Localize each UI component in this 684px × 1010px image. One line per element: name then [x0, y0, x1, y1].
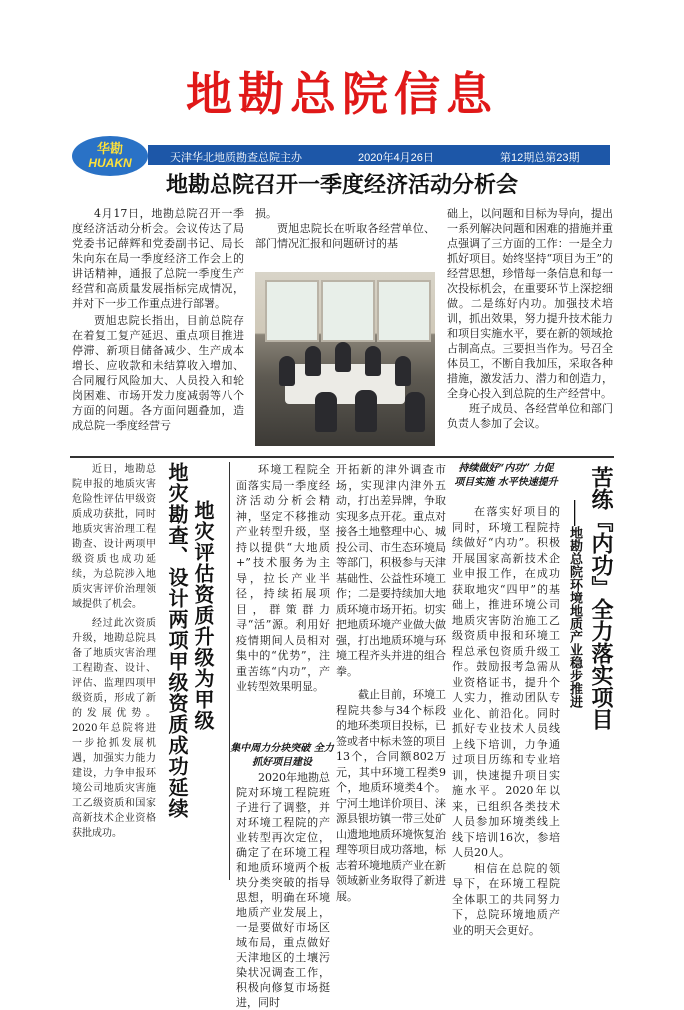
article1-paragraph: 班子成员、各经营单位和部门负责人参加了会议。 — [447, 402, 613, 430]
article2-paragraph: 经过此次资质升级，地勘总院具备了地质灾害治理工程勘查、设计、评估、监理四项甲级资质，形成了新的发展优势。2020年总院将进一步抢抓发展机遇，加强实力能力建设，力争申报环境公司地质灾害施工乙级资质和国家高新技术企业资格获批成功。 — [72, 618, 156, 839]
article3-title: 苦练『内功』全力落实项目 — [589, 466, 614, 730]
column-rule — [229, 462, 230, 880]
article3-subhead2: 持续做好“内功” 力促项目实施 水平快速提升 — [454, 463, 558, 488]
article1-column2 — [255, 206, 435, 251]
logo-chinese: 华勘 — [96, 141, 123, 156]
article3-paragraph: 开拓新的津外调查市场，实现津内津外五动，打出差异牌，争取实现多点开花。重点对接各土地整理中心、城投公司、市生态环境局等部门，积极参与天津基础性、公益性环境工作；二是要持续加大地质环境市场开拓。切实把地质环境产业做大做强，打出地质环境与环境工程齐头并进的组合拳。 — [336, 463, 446, 678]
article1-column3 — [447, 206, 613, 431]
article3-subhead: 集中周力分块突破 全力抓好项目建设 — [230, 743, 334, 768]
article3-subtitle: ——地勘总院环境地质产业稳步推进 — [568, 500, 583, 708]
masthead-title: 地勘总院信息 — [186, 67, 498, 121]
article1-paragraph: 贾旭忠院长指出，目前总院存在着复工复产延迟、重点项目推进停滞、新项目储备减少、生产成本增长、应收款和未结算收入增加、合同履行风险加大、人员投入和轮岗困难、市场开发力度减弱等八个方面的问题。各方面问题叠加，造成总院一季度经营亏 — [72, 314, 244, 432]
article2-title: 地灾评估资质升级为甲级 — [191, 500, 213, 731]
issue-date: 2020年4月26日 — [358, 152, 434, 164]
article1-paragraph: 4月17日，地勘总院召开一季度经济活动分析会。会议传达了局党委书记薛辉和党委副书记、局长朱向东在局一季度经济工作会上的讲话精神，通报了总院一季度生产经营和高质量发展指标完成情况，并对下一步工作重点进行部署。 — [72, 207, 244, 310]
meeting-photo — [255, 272, 435, 446]
article1-column1 — [72, 206, 244, 433]
section-divider — [70, 456, 614, 458]
article3-paragraph: 环境工程院全面落实局一季度经济活动分析会精神，坚定不移推动产业转型升级，坚持以提供“大地质+”技术服务为主导，拉长产业半径，持续拓展项目，群策群力寻“活”源。利用好疫情期间人员相对集中的“优势”，注重苦练“内功”，产业转型效果明显。 — [236, 463, 330, 693]
article3-paragraph: 截止目前，环境工程院共参与34个标段的地环类项目投标，已签或者中标未签的项目13个，合同额802万元，其中环境工程类9个，地质环境类4个。宁河土地详价项目、涞源县银坊镇一带三处矿山遗地地质环境恢复治理等项目成功落地，标志着环境地质产业在新领域新业务取得了新进展。 — [336, 688, 446, 903]
article3-column1 — [236, 462, 330, 695]
issue-band — [148, 145, 610, 165]
article3-column1b — [236, 770, 330, 1010]
sponsor-text: 天津华北地质勘查总院主办 — [170, 152, 302, 164]
issue-number: 第12期总第23期 — [500, 152, 580, 164]
article3-paragraph: 2020年地勘总院对环境工程院班子进行了调整，并对环境工程院的产业转型再次定位，确定了在环境工程和地质环境两个板块分类突破的指导思想，明确在环境地质产业发展上，一是要做好市场区域布局，重点做好天津地区的土壤污染状况调查工作，积极向修复市场挺进，同时 — [236, 771, 330, 1009]
article3-paragraph: 相信在总院的领导下，在环境工程院全体职工的共同努力下，总院环境地质产业的明天会更好。 — [452, 861, 560, 937]
article2-body — [72, 462, 156, 841]
logo-latin: HUAKN — [88, 156, 132, 170]
article3-column2 — [336, 462, 446, 904]
article2-paragraph: 近日，地勘总院申报的地质灾害危险性评估甲级资质成功获批，同时地质灾害治理工程勘查、设计两项甲级资质也成功延续，为总院涉入地质灾害评价治理领域提供了机会。 — [72, 464, 156, 610]
article1-paragraph: 损。 — [255, 207, 277, 220]
article1-headline: 地勘总院召开一季度经济活动分析会 — [165, 172, 518, 197]
article3-column3 — [452, 504, 560, 938]
article2-subtitle: 地灾勘查、设计两项甲级资质成功延续 — [165, 462, 187, 819]
article3-paragraph: 在落实好项目的同时，环境工程院持续做好“内功”。积极开展国家高新技术企业申报工作，在成功获取地灾“四甲”的基础上，推进环境公司地质灾害防治施工乙级资质申报和环境工程总承包资质升级工作。鼓励报考急需从业资格证书，提升个人实力，推动团队专业化、前沿化。同时抓好专业技术人员线上线下培训，力争通过项目历练和专业培训，快速提升项目实施水平。2020年以来，已组织各类技术人员参加环境类线上线下培训16次，参培人员20人。 — [452, 505, 560, 859]
article1-paragraph: 贾旭忠院长在听取各经营单位、部门情况汇报和问题研讨的基 — [255, 222, 435, 250]
article1-paragraph: 础上，以问题和目标为导向，提出一系列解决问题和困难的措施并重点强调了三方面的工作：一是全力抓好项目。始终坚持“项目为王”的经营思想，珍惜每一条信息和每一次投标机会，在重要环节上深挖细做。二是练好内功。加强技术培训，抓出效果，努力提升技术能力和项目实施水平，要在新的领域抢占制高点。三要担当作为。号召全体员工，不断自我加压，采取各种措施，激发活力、潜力和创造力，全身心投入到总院的生产经营中。 — [447, 207, 613, 400]
